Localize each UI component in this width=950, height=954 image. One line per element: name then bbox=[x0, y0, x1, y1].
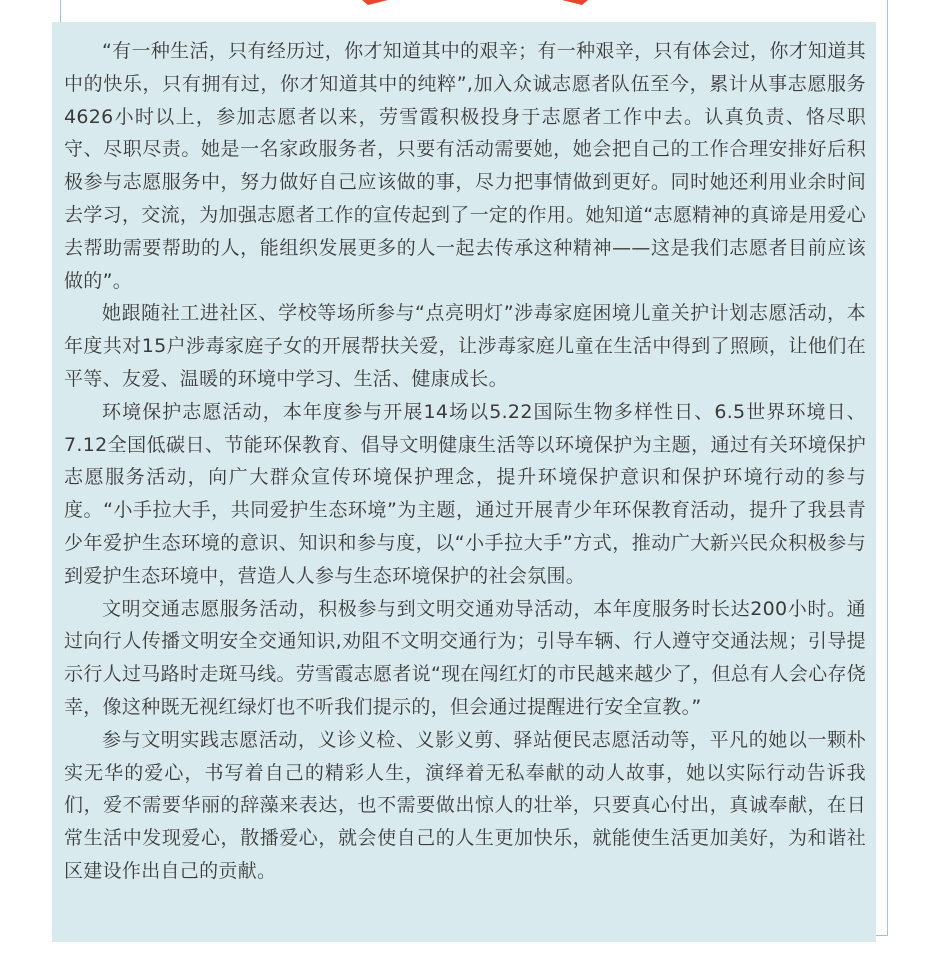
article-text-panel bbox=[52, 22, 876, 942]
paragraph-traffic-activity: 文明交通志愿服务活动，积极参与到文明交通劝导活动，本年度服务时长达200小时。通过向行人传播文明安全交通知识,劝阻不文明交通行为；引导车辆、行人遵守交通法规；引导提示行人过马路时走斑马线。劳雪霞志愿者说“现在闯红灯的市民越来越少了，但总有人会心存侥幸，像这种既无视红绿灯也不听我们提示的，但会通过提醒进行安全宣教。” bbox=[64, 597, 866, 718]
red-ornament-decoration bbox=[362, 0, 588, 10]
red-ornament-left-tip bbox=[362, 0, 388, 5]
paragraph-child-care-activity: 她跟随社工进社区、学校等场所参与“点亮明灯”涉毒家庭困境儿童关护计划志愿活动，本年度共对15户涉毒家庭子女的开展帮扶关爱，让涉毒家庭儿童在生活中得到了照顾，让他们在平等、友爱、温暖的环境中学习、生活、健康成长。 bbox=[64, 302, 866, 390]
paragraph-environment-activity: 环境保护志愿活动，本年度参与开展14场以5.22国际生物多样性日、6.5世界环境日、7.12全国低碳日、节能环保教育、倡导文明健康生活等以环境保护为主题，通过有关环境保护志愿服务活动，向广大群众宣传环境保护理念，提升环境保护意识和保护环境行动的参与度。“小手拉大手，共同爱护生态环境”为主题，通过开展青少年环保教育活动，提升了我县青少年爱护生态环境的意识、知识和参与度，以“小手拉大手”方式，推动广大新兴民众积极参与到爱护生态环境中，营造人人参与生态环境保护的社会氛围。 bbox=[64, 400, 866, 587]
red-ornament-right-tip bbox=[562, 0, 588, 5]
paragraph-civilization-practice: 参与文明实践志愿活动，义诊义检、义影义剪、驿站便民志愿活动等，平凡的她以一颗朴实无华的爱心，书写着自己的精彩人生，演绎着无私奉献的动人故事，她以实际行动告诉我们，爱不需要华丽的辞藻来表达，也不需要做出惊人的壮举，只要真心付出，真诚奉献，在日常生活中发现爱心，散播爱心，就会使自己的人生更加快乐，就能使生活更加美好，为和谐社区建设作出自己的贡献。 bbox=[64, 728, 866, 882]
paragraph-volunteer-intro: “有一种生活，只有经历过，你才知道其中的艰辛；有一种艰辛，只有体会过，你才知道其中的快乐，只有拥有过，你才知道其中的纯粹”,加入众诚志愿者队伍至今，累计从事志愿服务4626小时以上，参加志愿者以来，劳雪霞积极投身于志愿者工作中去。认真负责、恪尽职守、尽职尽责。她是一名家政服务者，只要有活动需要她，她会把自己的工作合理安排好后积极参与志愿服务中，努力做好自己应该做的事，尽力把事情做到更好。同时她还利用业余时间去学习，交流，为加强志愿者工作的宣传起到了一定的作用。她知道“志愿精神的真谛是用爱心去帮助需要帮助的人，能组织发展更多的人一起去传承这种精神——这是我们志愿者目前应该做的”。 bbox=[64, 40, 866, 292]
